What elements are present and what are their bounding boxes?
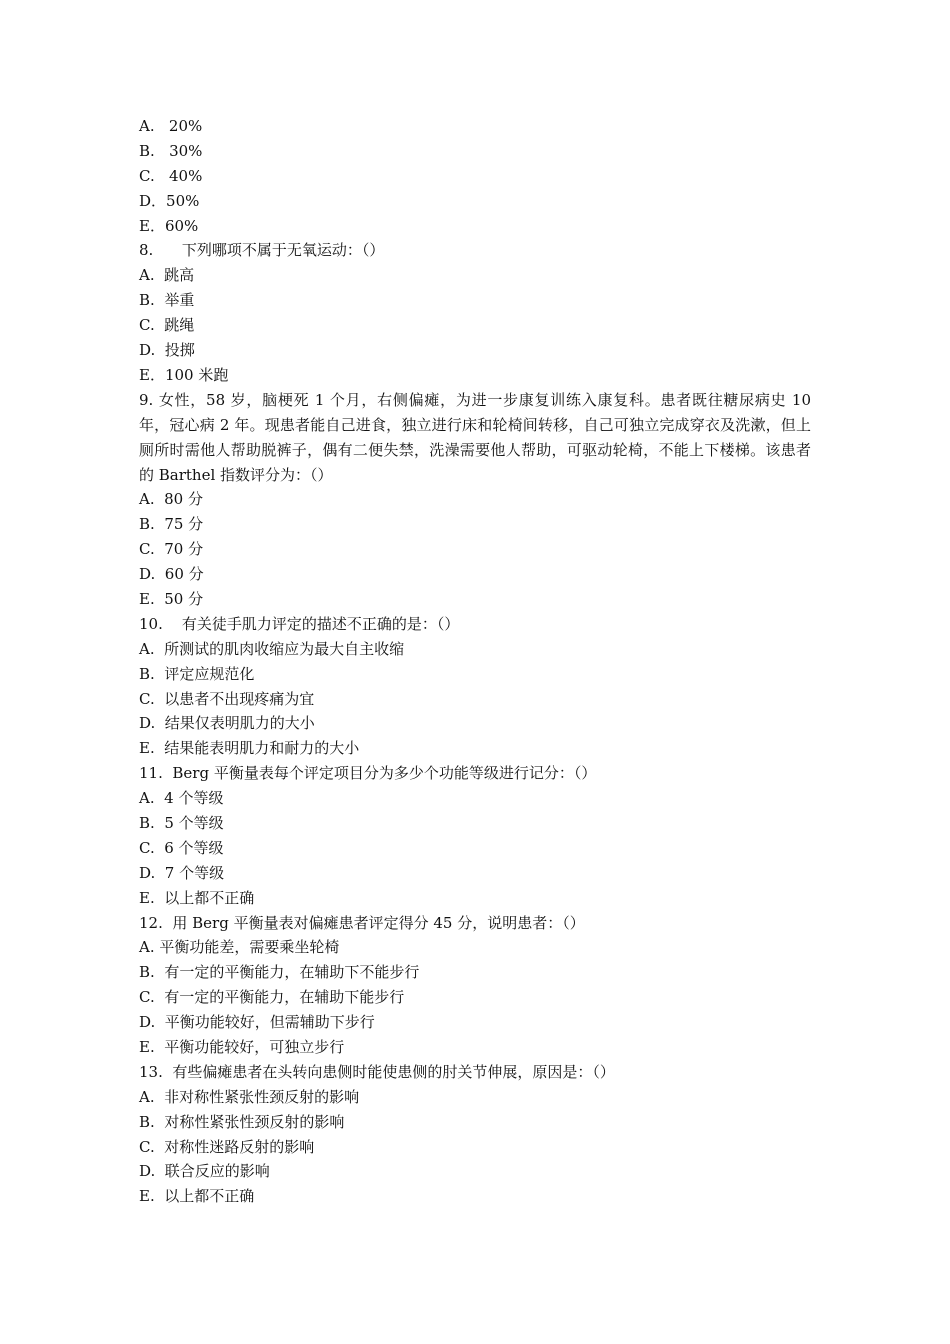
q7-option-d: D．50% (139, 191, 200, 210)
question-13 (139, 1060, 811, 1209)
q13-option-b: B. 对称性紧张性颈反射的影响 (139, 1112, 345, 1131)
q8-stem: 8. 下列哪项不属于无氧运动：（） (139, 241, 385, 260)
q8-option-d: D. 投掷 (139, 341, 195, 360)
q8-option-c: C. 跳绳 (139, 316, 195, 335)
q11-stem: 11. Berg 平衡量表每个评定项目分为多少个功能等级进行记分：（） (139, 764, 597, 783)
question-10 (139, 612, 811, 761)
q11-option-e: E. 以上都不正确 (139, 888, 255, 907)
q10-option-e: E. 结果能表明肌力和耐力的大小 (139, 739, 360, 758)
q10-option-c: C. 以患者不出现疼痛为宜 (139, 689, 315, 708)
q13-stem: 13. 有些偏瘫患者在头转向患侧时能使患侧的肘关节伸展，原因是：（） (139, 1062, 615, 1081)
q8-option-b: B. 举重 (139, 291, 195, 310)
q11-option-d: D. 7 个等级 (139, 863, 225, 882)
q8-option-a: A. 跳高 (139, 266, 195, 285)
q10-option-d: D. 结果仅表明肌力的大小 (139, 714, 315, 733)
q9-option-a: A. 80 分 (139, 490, 203, 509)
q9-stem: 9. 女性，58 岁，脑梗死 1 个月，右侧偏瘫，为进一步康复训练入康复科。患者既往糖尿病史 10 年，冠心病 2 年。现患者能自己进食，独立进行床和轮椅间转移，自己可独立完成穿衣及洗漱，但上厕所时需他人帮助脱裤子，偶有二便失禁，洗澡需要他人帮助，可驱动轮椅，不能上下楼梯。该患者的 Barthel 指数评分为：（） (139, 390, 811, 484)
q13-option-e: E. 以上都不正确 (139, 1187, 255, 1206)
q7-option-e: E．60% (139, 216, 199, 235)
q7-option-b: B. 30% (139, 141, 203, 160)
q11-option-a: A. 4 个等级 (139, 789, 224, 808)
q12-option-d: D. 平衡功能较好，但需辅助下步行 (139, 1013, 375, 1032)
q12-option-b: B. 有一定的平衡能力，在辅助下不能步行 (139, 963, 420, 982)
q10-option-b: B. 评定应规范化 (139, 664, 255, 683)
q7-option-a: A. 20% (139, 117, 203, 135)
question-9 (139, 388, 811, 612)
q8-option-e: E．100 米跑 (139, 365, 229, 384)
question-7-options (139, 114, 811, 238)
question-8 (139, 238, 811, 387)
q9-option-d: D. 60 分 (139, 565, 204, 584)
q10-option-a: A. 所测试的肌肉收缩应为最大自主收缩 (139, 639, 405, 658)
q12-option-a: A. 平衡功能差，需要乘坐轮椅 (139, 938, 340, 957)
q12-option-c: C. 有一定的平衡能力，在辅助下能步行 (139, 988, 405, 1007)
exam-page (139, 114, 811, 1209)
question-12 (139, 911, 811, 1060)
q7-option-c: C. 40% (139, 166, 203, 185)
q11-option-c: C. 6 个等级 (139, 838, 224, 857)
q13-option-d: D. 联合反应的影响 (139, 1162, 270, 1181)
q13-option-a: A. 非对称性紧张性颈反射的影响 (139, 1087, 360, 1106)
q10-stem: 10. 有关徒手肌力评定的描述不正确的是：（） (139, 614, 460, 633)
q9-option-b: B. 75 分 (139, 515, 204, 534)
question-11 (139, 761, 811, 910)
q12-option-e: E. 平衡功能较好，可独立步行 (139, 1038, 345, 1057)
q9-option-e: E. 50 分 (139, 589, 204, 608)
q11-option-b: B. 5 个等级 (139, 814, 224, 832)
q13-option-c: C. 对称性迷路反射的影响 (139, 1137, 315, 1156)
q12-stem: 12. 用 Berg 平衡量表对偏瘫患者评定得分 45 分，说明患者：（） (139, 913, 585, 932)
q9-option-c: C. 70 分 (139, 540, 204, 559)
